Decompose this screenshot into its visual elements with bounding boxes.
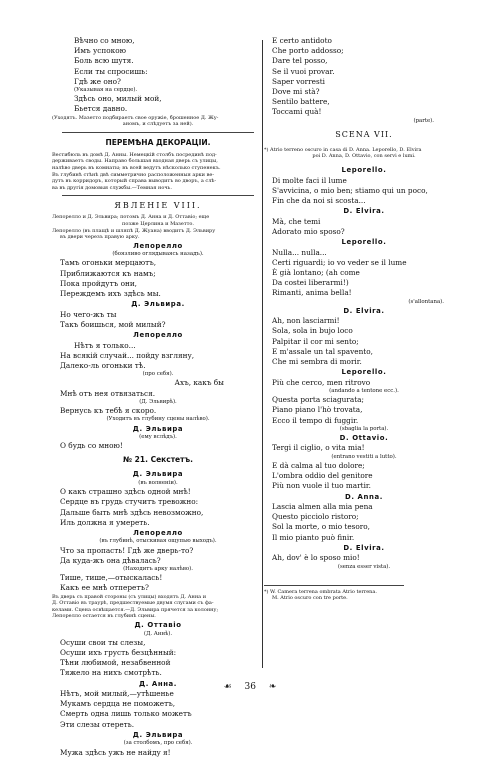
- ornament-right-icon: ❧: [268, 682, 277, 692]
- scene-heading: ЯВЛЕНІЕ VIII.: [114, 201, 202, 211]
- footnote-rule: [264, 585, 404, 586]
- scene-description: ва въ другія домовыя службы.—Темная ночь.: [52, 184, 172, 191]
- scene-heading: SCENA VII.: [335, 129, 393, 139]
- verse-line: Adorato mio sposo?: [272, 226, 345, 236]
- speaker-name: Д. Эльвира.: [131, 300, 185, 309]
- verse-line: L'ombra oddio del genitore: [272, 471, 373, 481]
- scene-description: налѣво дверь въ комнаты; въ всей ведутъ нѣсколько ступенекъ.: [52, 165, 221, 171]
- stage-direction: Въ дверь съ правой стороны (съ улицы) входятъ Д. Анна и: [52, 593, 207, 600]
- stage-direction: (въ глубинѣ, отыскивая ощупью выходъ).: [99, 538, 217, 545]
- verse-line: Saper vorresti: [272, 76, 325, 86]
- verse-line: Se il vuoi provar.: [272, 66, 335, 76]
- verse-line: Нѣтъ, мой милый,—утѣшенье: [60, 689, 174, 699]
- stage-direction: (боязливо оглядываясь назадъ).: [112, 251, 204, 258]
- stage-direction: келами. Сцена освѣщается.—Д. Эльвира прячется за колонну;: [52, 606, 219, 613]
- page-footer: [0, 682, 500, 692]
- verse-line: Переждемъ ихъ здѣсь мы.: [60, 289, 161, 299]
- verse-line: Если ты спросишь:: [74, 66, 148, 76]
- scene-description: держиваетъ своды. Направо большая входная дверь съ улицы,: [52, 158, 218, 165]
- verse-line: Дальше быть мнѣ здѣсь невозможно,: [60, 507, 204, 517]
- verse-line: Такъ боишься, мой милый?: [60, 319, 166, 329]
- scene-description: Въ глубинѣ стѣнѣ двѣ симметрично расположенныя арки ве-: [52, 171, 215, 178]
- verse-line: Но чего-жъ ты: [60, 309, 117, 319]
- stage-direction: (Указывая на сердце).: [74, 87, 138, 94]
- verse-line: Тяжело на нихъ смотрѣть.: [60, 668, 162, 678]
- verse-line: Тише, тише,—отыскалась!: [60, 573, 163, 583]
- speaker-name: Лепорелло: [133, 241, 183, 250]
- speaker-name: Д. Эльвира: [132, 730, 184, 739]
- verse-line: Имъ успокою: [74, 46, 126, 56]
- stage-direction: (Уходятъ. Мазетто подбираетъ свое оружіе, брошенное Д. Жу-: [52, 114, 219, 121]
- verse-line: Certi riguardi; io vo veder se il lume: [272, 257, 407, 267]
- stage-direction: (s'allontana).: [408, 298, 444, 305]
- verse-line: Гдѣ же оно?: [74, 76, 121, 86]
- speaker-name: Д. Анна.: [138, 679, 178, 688]
- verse-line: Mà, che temi: [272, 216, 321, 226]
- verse-line: E m'assale un tal spavento,: [272, 346, 373, 356]
- verse-line: Dove mi stà?: [272, 87, 320, 97]
- speaker-name: Leporello.: [341, 166, 387, 175]
- stage-direction: (Д. Эльвирѣ).: [139, 398, 177, 405]
- speaker-name: Leporello.: [341, 368, 387, 377]
- verse-line: Сердце въ грудь стучитъ тревожно:: [60, 497, 199, 507]
- verse-line: Нѣтъ я только...: [74, 340, 136, 350]
- verse-line: Fin che da noi si scosta...: [272, 195, 366, 205]
- verse-line: Да куда-жъ она дѣвалась?: [60, 555, 161, 565]
- stage-direction: Лепорелло остается въ глубинѣ сцены.: [52, 613, 156, 620]
- verse-line: Palpitar il cor mi sento;: [272, 336, 359, 346]
- left-column: [52, 36, 264, 758]
- verse-line: Sol la morte, o mio tesoro,: [272, 522, 371, 532]
- verse-line: Ah, non lasciarmi!: [272, 316, 340, 326]
- speaker-name: D. Elvira.: [343, 207, 385, 216]
- speaker-name: D. Anna.: [345, 492, 383, 501]
- stage-direction: (entrano vestiti a lutto).: [331, 453, 397, 460]
- verse-line: E dà calma al tuo dolore;: [272, 460, 365, 470]
- verse-line: Lascia almen alla mia pena: [272, 502, 373, 511]
- verse-line: Che porto addosso;: [272, 46, 344, 56]
- verse-line: На всякій случай... пойду взгляну,: [60, 350, 195, 360]
- verse-line: Toccami quà!: [272, 107, 322, 117]
- verse-line: Какъ ее мнѣ отперетъ?: [60, 583, 149, 593]
- speaker-name: Д. Эльвира: [132, 424, 184, 433]
- section-heading: ПЕРЕМѢНА ДЕКОРАЦІИ.: [105, 137, 211, 147]
- scene-description: *) Atrio terreno oscuro in casa di D. Anna. Leporello, D. Elvira: [264, 146, 422, 153]
- scene-description: въ двери черезъ правую арку.: [60, 234, 140, 241]
- verse-line: Иль должна я умереть.: [60, 517, 150, 527]
- verse-line: Приближаются къ намъ;: [60, 268, 156, 278]
- speaker-name: D. Ottavio.: [339, 433, 389, 442]
- verse-line: Piano piano l'hò trovata,: [272, 405, 363, 415]
- stage-direction: (parte).: [413, 117, 434, 124]
- verse-line: Da costei liberarmi!): [272, 278, 349, 288]
- verse-line: S'avvicina, o mio ben; stiamo qui un poco,: [272, 185, 428, 195]
- verse-line: È già lontano; (ah come: [272, 267, 360, 277]
- footnote: *) W. Camera terrena ombrata Atrio terrena.: [264, 588, 377, 595]
- verse-line: Nulla... nulla...: [272, 247, 327, 257]
- verse-line: Тамъ огоньки мерцаютъ,: [60, 258, 157, 268]
- speaker-name: D. Elvira.: [343, 543, 385, 552]
- stage-direction: Д. Оттавіо въ траурѣ, предшествуемые двумя слугами съ фа-: [52, 600, 214, 607]
- scene-description: дутъ въ корридоръ, который справа выводитъ во дворъ, а слѣ-: [52, 178, 217, 185]
- verse-line: Осуши свои ты слезы,: [60, 637, 146, 647]
- stage-direction: (Д. Аннѣ).: [143, 630, 173, 637]
- verse-line: Sentilo battere,: [272, 97, 330, 107]
- verse-line: О будь со мною!: [60, 441, 123, 451]
- verse-line: Rimanti, anima bella!: [272, 288, 352, 298]
- verse-line: Мнѣ отъ нея отвязаться.: [60, 388, 156, 398]
- verse-line: Эти слезы отереть.: [60, 719, 135, 729]
- speaker-name: Лепорелло: [133, 331, 183, 340]
- stage-direction: (andando a tentone ecc.).: [329, 387, 399, 394]
- verse-line: E certo antidoto: [272, 36, 332, 45]
- speaker-name: Лепорелло: [133, 528, 183, 537]
- verse-line: Бьется давно.: [74, 104, 128, 114]
- verse-line: Ахъ, какъ бы: [174, 378, 224, 388]
- verse-line: Тѣни любимой, незабвенной: [60, 658, 171, 668]
- scene-description: Вестибюль въ домѣ Д. Анны. Немецкій столбъ посрединѣ под-: [52, 151, 217, 158]
- divider: [62, 195, 254, 196]
- speaker-name: D. Elvira.: [343, 306, 385, 315]
- verse-line: Ah, dov' è lo sposo mio!: [272, 553, 360, 563]
- right-column: [264, 36, 464, 602]
- verse-line: Вернусь къ тебѣ я скоро.: [60, 406, 157, 416]
- stage-direction: (Находитъ арку налѣво).: [123, 566, 193, 573]
- verse-line: Dare tel posso,: [272, 56, 328, 66]
- verse-line: Пока пройдутъ они,: [60, 278, 138, 288]
- scene-description: poi D. Anna, D. Ottavio, con servi e lumi.: [312, 153, 416, 160]
- verse-line: Здѣсь оно, милый мой,: [74, 94, 162, 104]
- verse-line: Боль всю шутя.: [74, 56, 134, 66]
- stage-direction: (въ волненіи).: [138, 479, 178, 486]
- verse-line: Осуши ихъ грусть безцѣнный:: [60, 647, 177, 657]
- verse-line: Il mio pianto può finir.: [272, 532, 355, 542]
- speaker-name: Д. Оттавіо: [134, 621, 182, 630]
- divider: [62, 132, 254, 133]
- stage-direction: (Уходитъ въ глубину сцены налѣво).: [106, 416, 210, 423]
- stage-direction: (ему вслѣдъ).: [139, 434, 177, 440]
- verse-line: Мукамъ сердца не поможетъ,: [60, 699, 176, 709]
- stage-direction: аномъ, и слѣдуетъ за ней).: [122, 121, 194, 128]
- verse-line: Мужа здѣсь ужъ не найду я!: [60, 747, 171, 757]
- number-heading: № 21. Секстетъ.: [123, 455, 193, 465]
- scene-description: Лепорелло и Д. Эльвира; потомъ Д. Анна и Д. Оттавіо; еще: [52, 214, 210, 221]
- speaker-name: Leporello.: [341, 238, 387, 247]
- speaker-name: Д. Эльвира: [132, 470, 184, 479]
- verse-line: Più che cerco, men ritrovo: [272, 377, 371, 387]
- verse-line: Tergi il ciglio, o vita mia!: [272, 443, 365, 453]
- stage-direction: (про себя).: [142, 371, 174, 378]
- verse-line: Что за пропасть! Гдѣ же дверь-то?: [60, 545, 194, 555]
- verse-line: Questo picciolo ristoro;: [272, 512, 359, 522]
- ornament-left-icon: ☙: [223, 682, 232, 692]
- verse-line: Che mi sembra di morir.: [272, 357, 362, 367]
- scene-description: Лепорелло (въ плащѣ и шляпѣ Д. Жуана) вводитъ Д. Эльвиру: [52, 227, 216, 234]
- verse-line: О какъ страшно здѣсь одной мнѣ!: [60, 487, 191, 497]
- verse-line: Sola, sola in bujo loco: [272, 326, 353, 336]
- verse-line: Di molte faci il lume: [272, 175, 347, 185]
- verse-line: Più non vuole il tuo martir.: [272, 481, 371, 491]
- verse-line: Questa porta sciagurata;: [272, 395, 364, 405]
- verse-line: Смерть одна лишь только можетъ: [60, 709, 192, 719]
- verse-line: Ecco il tempo di fuggir.: [272, 415, 359, 425]
- stage-direction: (за столбомъ, про себя).: [123, 740, 193, 747]
- footnote: M. Atrio oscuro con tre porte.: [272, 595, 348, 602]
- verse-line: Далеко-ль огоньки тѣ.: [60, 361, 146, 371]
- verse-line: Вѣчно со мною,: [74, 36, 135, 45]
- scene-description: позже Церлина и Мазетто.: [122, 220, 194, 227]
- stage-direction: (sbaglia la porta).: [339, 425, 389, 432]
- page-number: 36: [244, 682, 256, 692]
- stage-direction: (senza esser vista).: [337, 563, 391, 570]
